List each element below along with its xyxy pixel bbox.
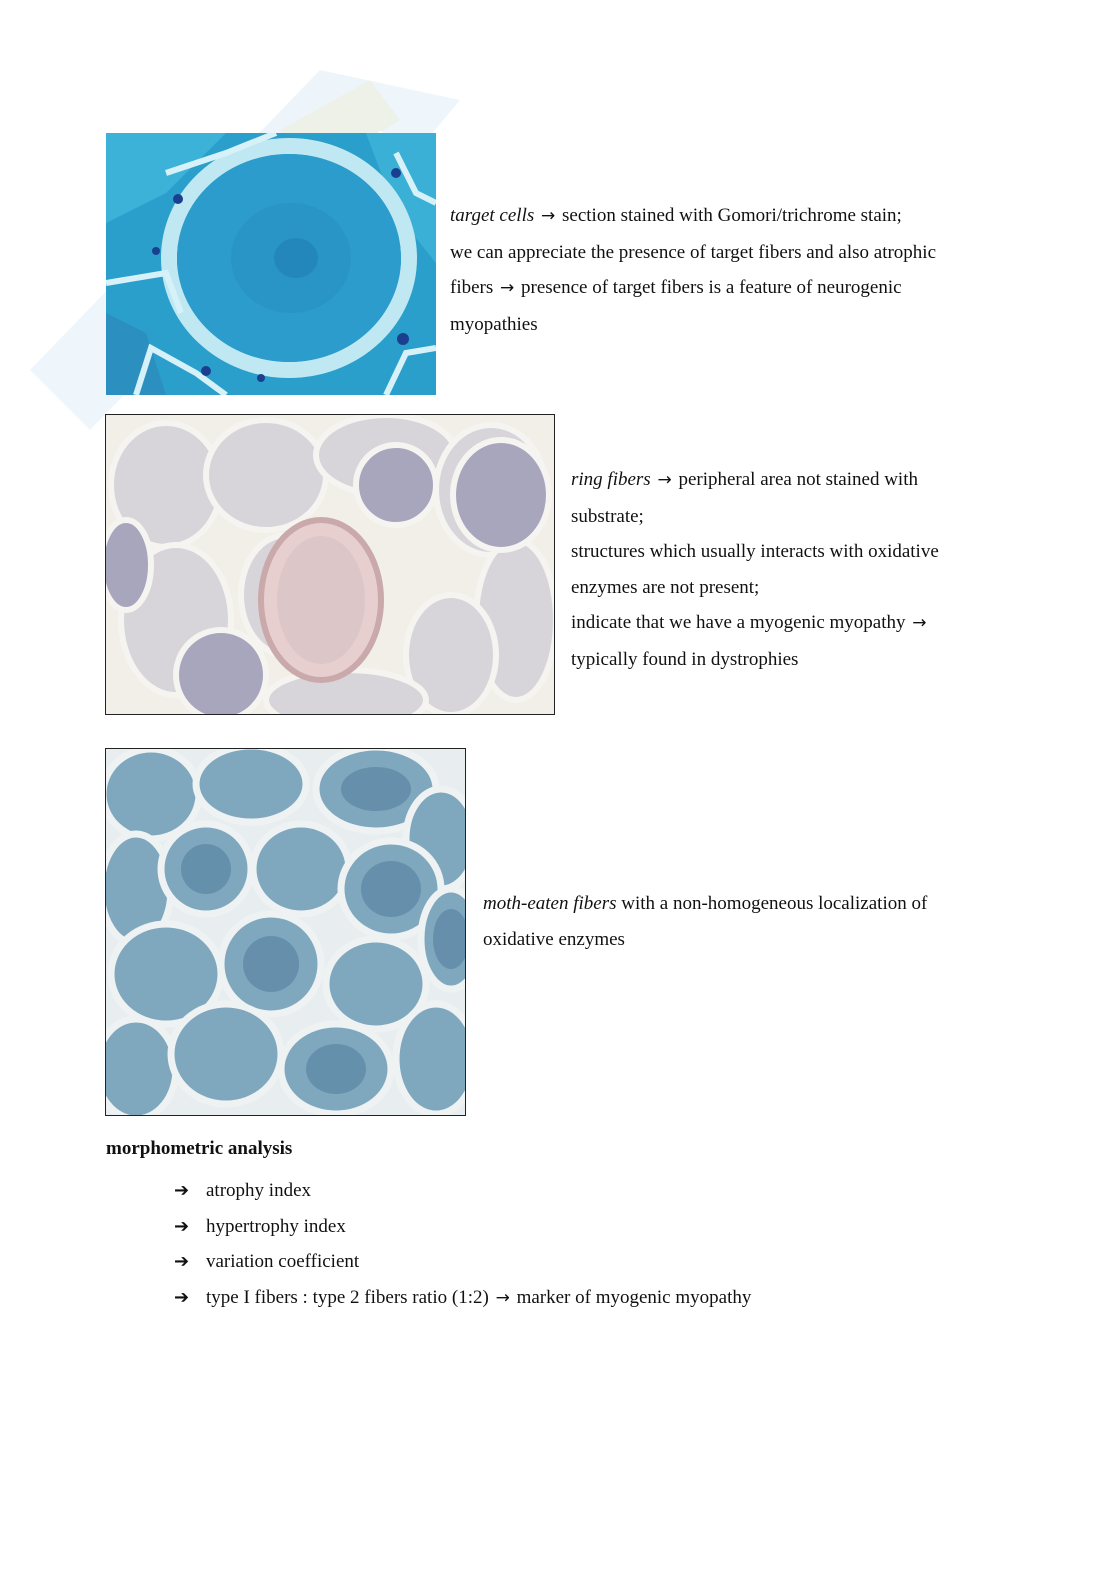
right-arrow-icon: → bbox=[495, 1287, 510, 1308]
ring-fibers-micrograph bbox=[105, 414, 555, 715]
list-item: ➔ hypertrophy index bbox=[174, 1209, 751, 1245]
list-item: ➔ type I fibers : type 2 fibers ratio (1:2) → marker of myogenic myopathy bbox=[174, 1280, 751, 1316]
morphometric-heading: morphometric analysis bbox=[106, 1138, 293, 1159]
bold-right-arrow-icon: ➔ bbox=[174, 1215, 190, 1237]
list-item: ➔ variation coefficient bbox=[174, 1244, 751, 1280]
moth-eaten-term: moth-eaten fibers bbox=[483, 893, 617, 914]
moth-eaten-description: moth-eaten fibers with a non-homogeneous localization of oxidative enzymes bbox=[483, 893, 928, 950]
target-cell-micrograph bbox=[106, 133, 436, 395]
right-arrow-icon: → bbox=[657, 470, 672, 490]
moth-eaten-fibers-micrograph bbox=[105, 748, 466, 1116]
right-arrow-icon: → bbox=[541, 206, 556, 226]
right-arrow-icon: → bbox=[912, 613, 927, 633]
target-cells-description: target cells → section stained with Gomori/trichrome stain; we can appreciate the presence of target fibers and also atrophic fibers → presence of target fibers is a feature of neurogenic myopathies bbox=[450, 205, 937, 335]
bold-right-arrow-icon: ➔ bbox=[174, 1251, 190, 1272]
right-arrow-icon: → bbox=[500, 278, 515, 298]
morphometric-list bbox=[174, 1173, 751, 1315]
list-item: ➔ atrophy index bbox=[174, 1173, 751, 1209]
bold-right-arrow-icon: ➔ bbox=[174, 1286, 190, 1308]
target-cells-term: target cells bbox=[450, 205, 535, 226]
ring-fibers-description: ring fibers → peripheral area not stained with substrate; structures which usually interacts with oxidative enzymes are not present; indicate that we have a myogenic myopathy → typically found in dystrophies bbox=[571, 469, 939, 670]
ring-fibers-term: ring fibers bbox=[571, 469, 651, 490]
bold-right-arrow-icon: ➔ bbox=[174, 1180, 190, 1201]
